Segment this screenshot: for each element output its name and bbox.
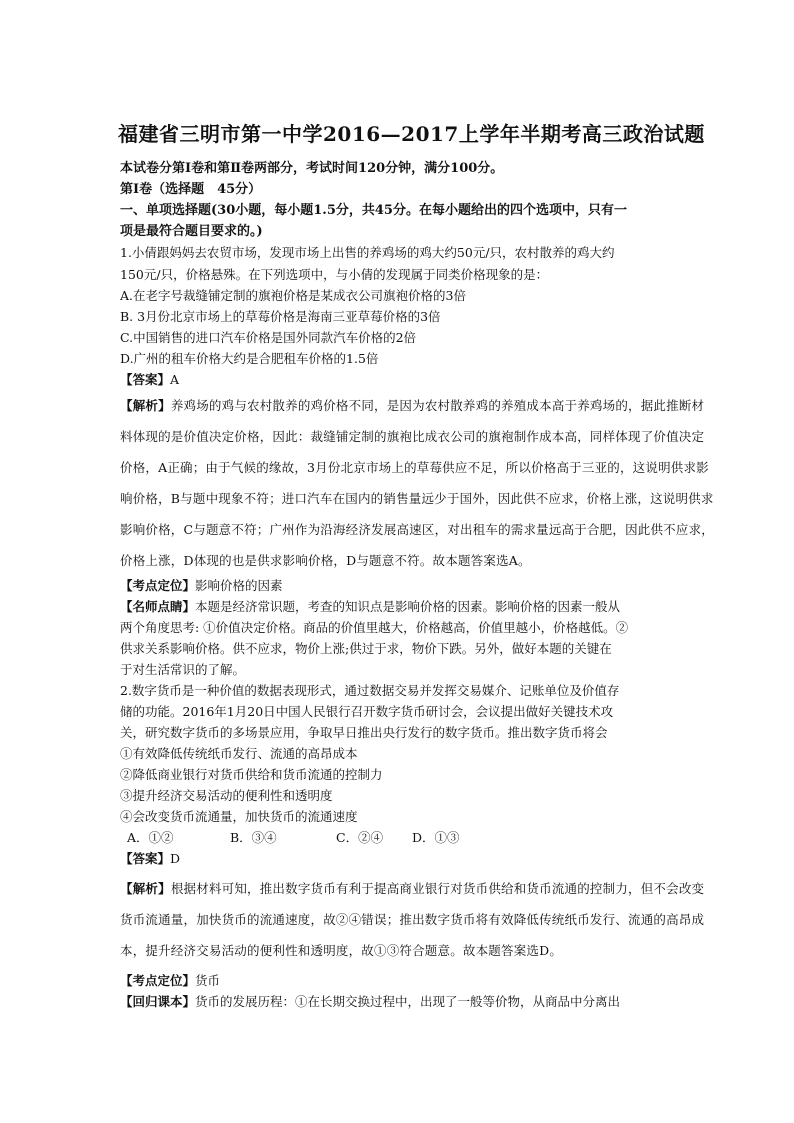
mingshi-tag: 【名师点睛】 xyxy=(120,599,196,614)
q1-option-c: C.中国销售的进口汽车价格是国外同款汽车价格的2倍 xyxy=(120,330,417,345)
analysis-tag: 【解析】 xyxy=(120,881,171,896)
q2-option-b: B．③④ xyxy=(230,830,277,845)
huigui-tag: 【回归课本】 xyxy=(120,994,196,1009)
q1-option-d: D.广州的租车价格大约是合肥租车价格的1.5倍 xyxy=(120,351,379,366)
q1-mingshi xyxy=(120,598,620,616)
q1-mingshi-line: 于对生活常识的了解。 xyxy=(120,662,246,677)
answer-tag: 【答案】 xyxy=(120,851,171,866)
q1-kaodian xyxy=(120,577,283,595)
section-heading: 一、单项选择题(30小题，每小题1.5分，共45分。在每小题给出的四个选项中，只有一 xyxy=(120,203,627,218)
kaodian-text: 货币 xyxy=(195,973,221,988)
q1-analysis-line: 价格上涨，D体现的也是供求影响价格，D与题意不符。故本题答案选A。 xyxy=(120,553,531,568)
q2-item-1: ①有效降低传统纸币发行、流通的高昂成本 xyxy=(120,746,358,761)
q2-option-c: C．②④ xyxy=(336,830,384,845)
q1-analysis-line: 影响价格，C与题意不符；广州作为沿海经济发展高速区，对出租车的需求量远高于合肥，因此供不应求， xyxy=(120,522,714,537)
answer-tag: 【答案】 xyxy=(120,372,171,387)
part-heading: 第Ⅰ卷（选择题 45分） xyxy=(120,182,262,197)
answer-value: D xyxy=(170,851,181,866)
analysis-text: 养鸡场的鸡与农村散养的鸡价格不同，是因为农村散养鸡的养殖成本高于养鸡场的，据此推断材 xyxy=(170,398,705,413)
q2-option-d: D．①③ xyxy=(412,830,460,845)
section-heading-cont: 项是最符合题目要求的。) xyxy=(120,224,263,239)
q1-mingshi-line: 供求关系影响价格。供不应求，物价上涨;供过于求，物价下跌。另外，做好本题的关键在 xyxy=(120,641,612,656)
q2-stem-cont: 储的功能。2016年1月20日中国人民银行召开数字货币研讨会，会议提出做好关键技术攻 xyxy=(120,704,614,719)
answer-value: A xyxy=(170,372,180,387)
q2-item-4: ④会改变货币流通量，加快货币的流通速度 xyxy=(120,809,358,824)
q1-option-a: A.在老字号裁缝铺定制的旗袍价格是某成衣公司旗袍价格的3倍 xyxy=(120,288,466,303)
kaodian-tag: 【考点定位】 xyxy=(120,973,196,988)
analysis-tag: 【解析】 xyxy=(120,398,171,413)
q2-item-2: ②降低商业银行对货币供给和货币流通的控制力 xyxy=(120,767,383,782)
q1-analysis-line: 价格，A正确；由于气候的缘故，3月份北京市场上的草莓供应不足，所以价格高于三亚的，这说明供求影 xyxy=(120,460,709,475)
kaodian-text: 影响价格的因素 xyxy=(195,578,283,593)
mingshi-text: 本题是经济常识题，考查的知识点是影响价格的因素。影响价格的因素一般从 xyxy=(195,599,621,614)
q1-stem-cont: 150元/只，价格悬殊。在下列选项中，与小倩的发现属于同类价格现象的是： xyxy=(120,267,549,282)
q1-analysis-line: 料体现的是价值决定价格，因此：裁缝铺定制的旗袍比成衣公司的旗袍制作成本高，同样体现了价值决定 xyxy=(120,429,705,444)
q2-analysis-line: 货币流通量，加快货币的流通速度，故②④错误；推出数字货币将有效降低传统纸币发行、流通的高昂成 xyxy=(120,912,705,927)
q1-answer xyxy=(120,371,179,389)
q2-option-a: A．①② xyxy=(127,830,174,845)
q1-stem: 1.小倩跟妈妈去农贸市场，发现市场上出售的养鸡场的鸡大约50元/只，农村散养的鸡大约 xyxy=(120,245,615,260)
q2-answer xyxy=(120,850,180,868)
page-title: 福建省三明市第一中学2016—2017上学年半期考高三政治试题 xyxy=(118,122,705,146)
q2-kaodian xyxy=(120,972,220,990)
q1-analysis xyxy=(120,396,704,416)
q2-analysis xyxy=(120,879,704,899)
q1-analysis-line: 响价格，B与题中现象不符；进口汽车在国内的销售量远少于国外，因此供不应求，价格上涨，这说明供求 xyxy=(120,491,714,506)
kaodian-tag: 【考点定位】 xyxy=(120,578,196,593)
q2-huigui xyxy=(120,993,620,1011)
q2-stem-cont: 关，研究数字货币的多场景应用，争取早日推出央行发行的数字货币。推出数字货币将会 xyxy=(120,725,608,740)
q2-item-3: ③提升经济交易活动的便利性和透明度 xyxy=(120,788,333,803)
q1-option-b: B. 3月份北京市场上的草莓价格是海南三亚草莓价格的3倍 xyxy=(120,309,441,324)
q2-stem: 2.数字货币是一种价值的数据表现形式，通过数据交易并发挥交易媒介、记账单位及价值存 xyxy=(120,683,620,698)
huigui-text: 货币的发展历程：①在长期交换过程中，出现了一般等价物，从商品中分离出 xyxy=(195,994,621,1009)
q1-mingshi-line: 两个角度思考: ①价值决定价格。商品的价值里越大，价格越高，价值里越小，价格越低。② xyxy=(120,620,629,635)
exam-intro: 本试卷分第Ⅰ卷和第Ⅱ卷两部分，考试时间120分钟，满分100分。 xyxy=(120,161,504,176)
analysis-text: 根据材料可知，推出数字货币有利于提高商业银行对货币供给和货币流通的控制力，但不会改变 xyxy=(170,881,705,896)
q2-analysis-line: 本，提升经济交易活动的便利性和透明度，故①③符合题意。故本题答案选D。 xyxy=(120,943,563,958)
